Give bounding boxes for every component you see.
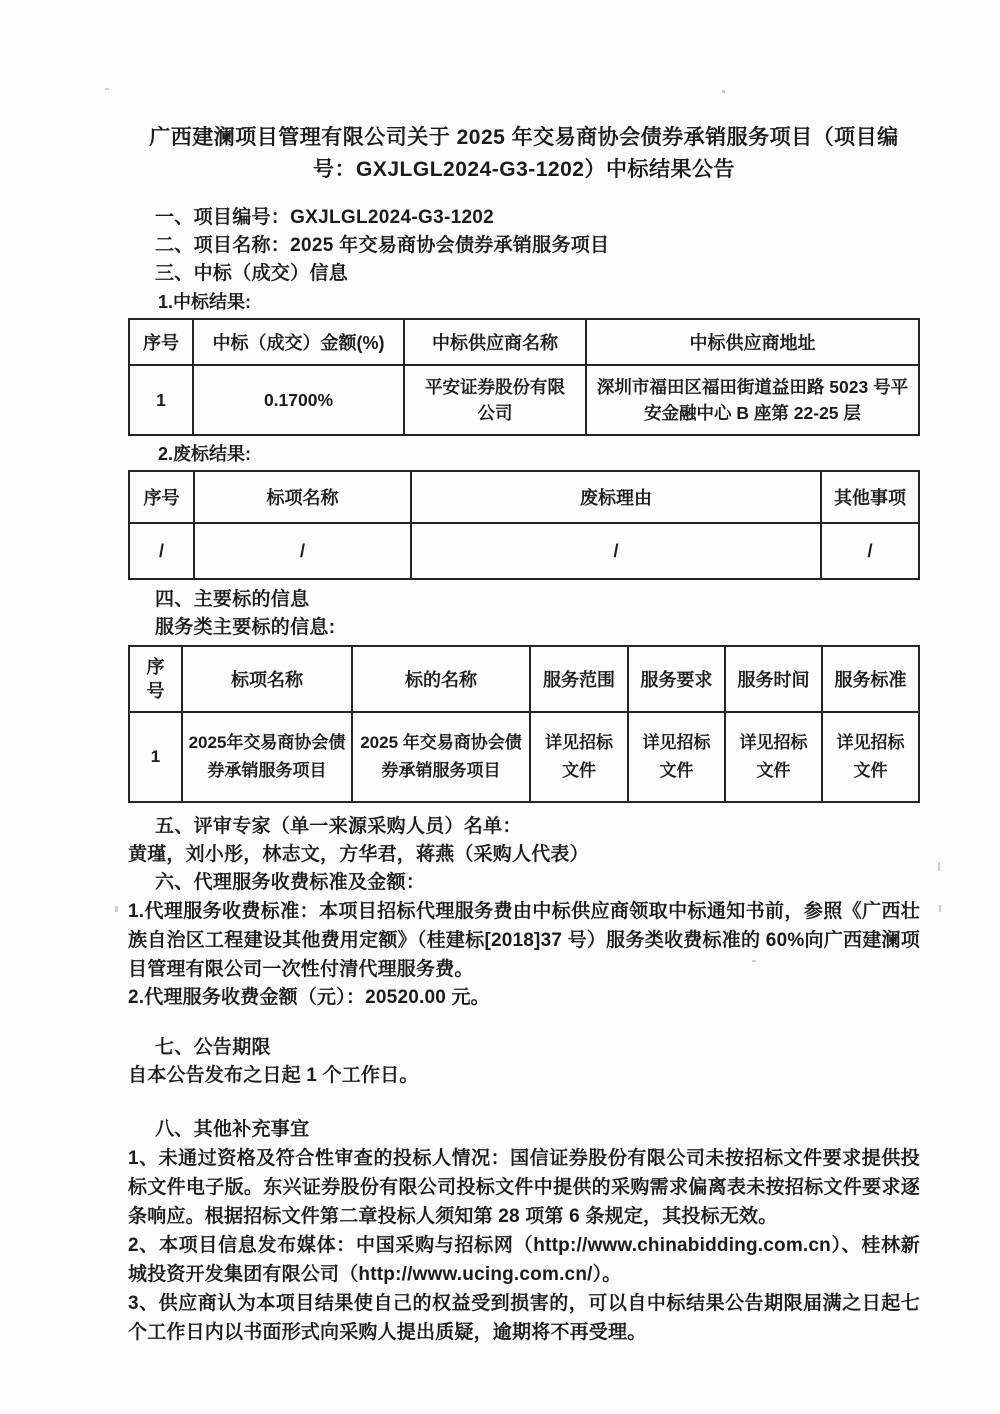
supplementary-item-3: 3、供应商认为本项目结果使自己的权益受到损害的，可以自中标结果公告期限届满之日起七个工作日内以书面形式向采购人提出质疑，逾期将不再受理。	[128, 1293, 920, 1343]
announcement-period-body: 自本公告发布之日起 1 个工作日。	[128, 1065, 419, 1086]
service-header-standard: 服务标准	[822, 646, 919, 712]
service-cell-item-name: 2025年交易商协会债券承销服务项目	[182, 712, 352, 802]
reject-cell-item: /	[194, 523, 411, 579]
agency-fee-standard-paragraph: 1.代理服务收费标准：本项目招标代理服务费由中标供应商领取中标通知书前，参照《广西壮族自治区工程建设其他费用定额》（桂建标[2018]37 号）服务类收费标准的 60%向广西建澜项目管理有限公司一次性付清代理服务费。	[128, 901, 920, 980]
award-header-address: 中标供应商地址	[586, 319, 919, 365]
scan-speck	[115, 906, 118, 912]
reject-table-row	[129, 523, 919, 579]
service-cell-subject-name: 2025 年交易商协会债券承销服务项目	[352, 712, 530, 802]
section-heading-supplementary: 八、其他补充事宜	[155, 1119, 310, 1140]
section-heading-project-number: 一、项目编号：GXJLGL2024-G3-1202	[155, 207, 495, 228]
section-heading-main-subject: 四、主要标的信息	[155, 589, 310, 610]
reject-header-other: 其他事项	[821, 471, 919, 523]
supplementary-item-1: 1、未通过资格及符合性审查的投标人情况：国信证券股份有限公司未按招标文件要求提供投标文件电子版。东兴证券股份有限公司投标文件中提供的采购需求偏离表未按招标文件要求逐条响应。根据招标文件第二章投标人须知第 28 项第 6 条规定，其投标无效。	[128, 1148, 920, 1227]
intro-section	[128, 204, 920, 315]
award-header-supplier: 中标供应商名称	[404, 319, 586, 365]
service-cell-time: 详见招标文件	[725, 712, 822, 802]
service-subject-sublabel: 服务类主要标的信息:	[155, 617, 336, 638]
scan-speck	[752, 960, 756, 962]
reject-result-table	[128, 470, 920, 580]
page-title	[128, 0, 920, 186]
reject-header-reason: 废标理由	[411, 471, 821, 523]
reject-header-seq: 序号	[129, 471, 194, 523]
award-table-row	[129, 365, 919, 435]
scan-speck	[939, 905, 941, 912]
section-heading-announcement-period: 七、公告期限	[155, 1037, 271, 1058]
award-cell-seq: 1	[129, 365, 193, 435]
page-title-line-1: 广西建澜项目管理有限公司关于 2025 年交易商协会债券承销服务项目（项目编	[149, 126, 899, 149]
service-header-seq: 序号	[129, 646, 182, 712]
service-header-item-name: 标项名称	[182, 646, 352, 712]
page-title-line-2: 号：GXJLGL2024-G3-1202）中标结果公告	[313, 158, 735, 181]
reject-cell-other: /	[821, 523, 919, 579]
service-table-row	[129, 712, 919, 802]
award-cell-amount: 0.1700%	[193, 365, 404, 435]
award-cell-address: 深圳市福田区福田街道益田路 5023 号平安金融中心 B 座第 22-25 层	[586, 365, 919, 435]
document-content	[128, 0, 920, 1347]
service-header-time: 服务时间	[725, 646, 822, 712]
award-header-seq: 序号	[129, 319, 193, 365]
service-cell-seq: 1	[129, 712, 182, 802]
reject-header-item: 标项名称	[194, 471, 411, 523]
agency-fee-amount-line: 2.代理服务收费金额（元）：20520.00 元。	[128, 987, 490, 1008]
scan-speck	[722, 90, 725, 93]
award-result-label: 1.中标结果:	[158, 292, 252, 312]
service-cell-standard: 详见招标文件	[822, 712, 919, 802]
scan-speck	[105, 88, 109, 90]
expert-names: 黄瑾，刘小彤，林志文，方华君，蒋燕（采购人代表）	[128, 844, 589, 865]
service-table-header-row	[129, 646, 919, 712]
service-header-requirement: 服务要求	[628, 646, 725, 712]
service-cell-scope: 详见招标文件	[530, 712, 628, 802]
award-table-header-row	[129, 319, 919, 365]
service-cell-requirement: 详见招标文件	[628, 712, 725, 802]
supplementary-item-2: 2、本项目信息发布媒体：中国采购与招标网（http://www.chinabidding.com.cn）、桂林新城投资开发集团有限公司（http://www.ucing.com.cn/）。	[128, 1235, 920, 1285]
service-subject-table	[128, 645, 920, 803]
award-header-amount: 中标（成交）金额(%)	[193, 319, 404, 365]
section-heading-project-name: 二、项目名称：2025 年交易商协会债券承销服务项目	[155, 235, 610, 256]
section-heading-experts: 五、评审专家（单一来源采购人员）名单：	[155, 816, 522, 837]
reject-cell-seq: /	[129, 523, 194, 579]
reject-result-label: 2.废标结果:	[158, 444, 252, 464]
reject-cell-reason: /	[411, 523, 821, 579]
award-cell-supplier: 平安证券股份有限公司	[404, 365, 586, 435]
section-heading-agency-fee: 六、代理服务收费标准及金额：	[155, 872, 426, 893]
section-heading-award-info: 三、中标（成交）信息	[155, 263, 349, 284]
service-header-scope: 服务范围	[530, 646, 628, 712]
service-header-subject-name: 标的名称	[352, 646, 530, 712]
reject-table-header-row	[129, 471, 919, 523]
scan-speck	[938, 862, 940, 871]
award-result-table	[128, 318, 920, 436]
